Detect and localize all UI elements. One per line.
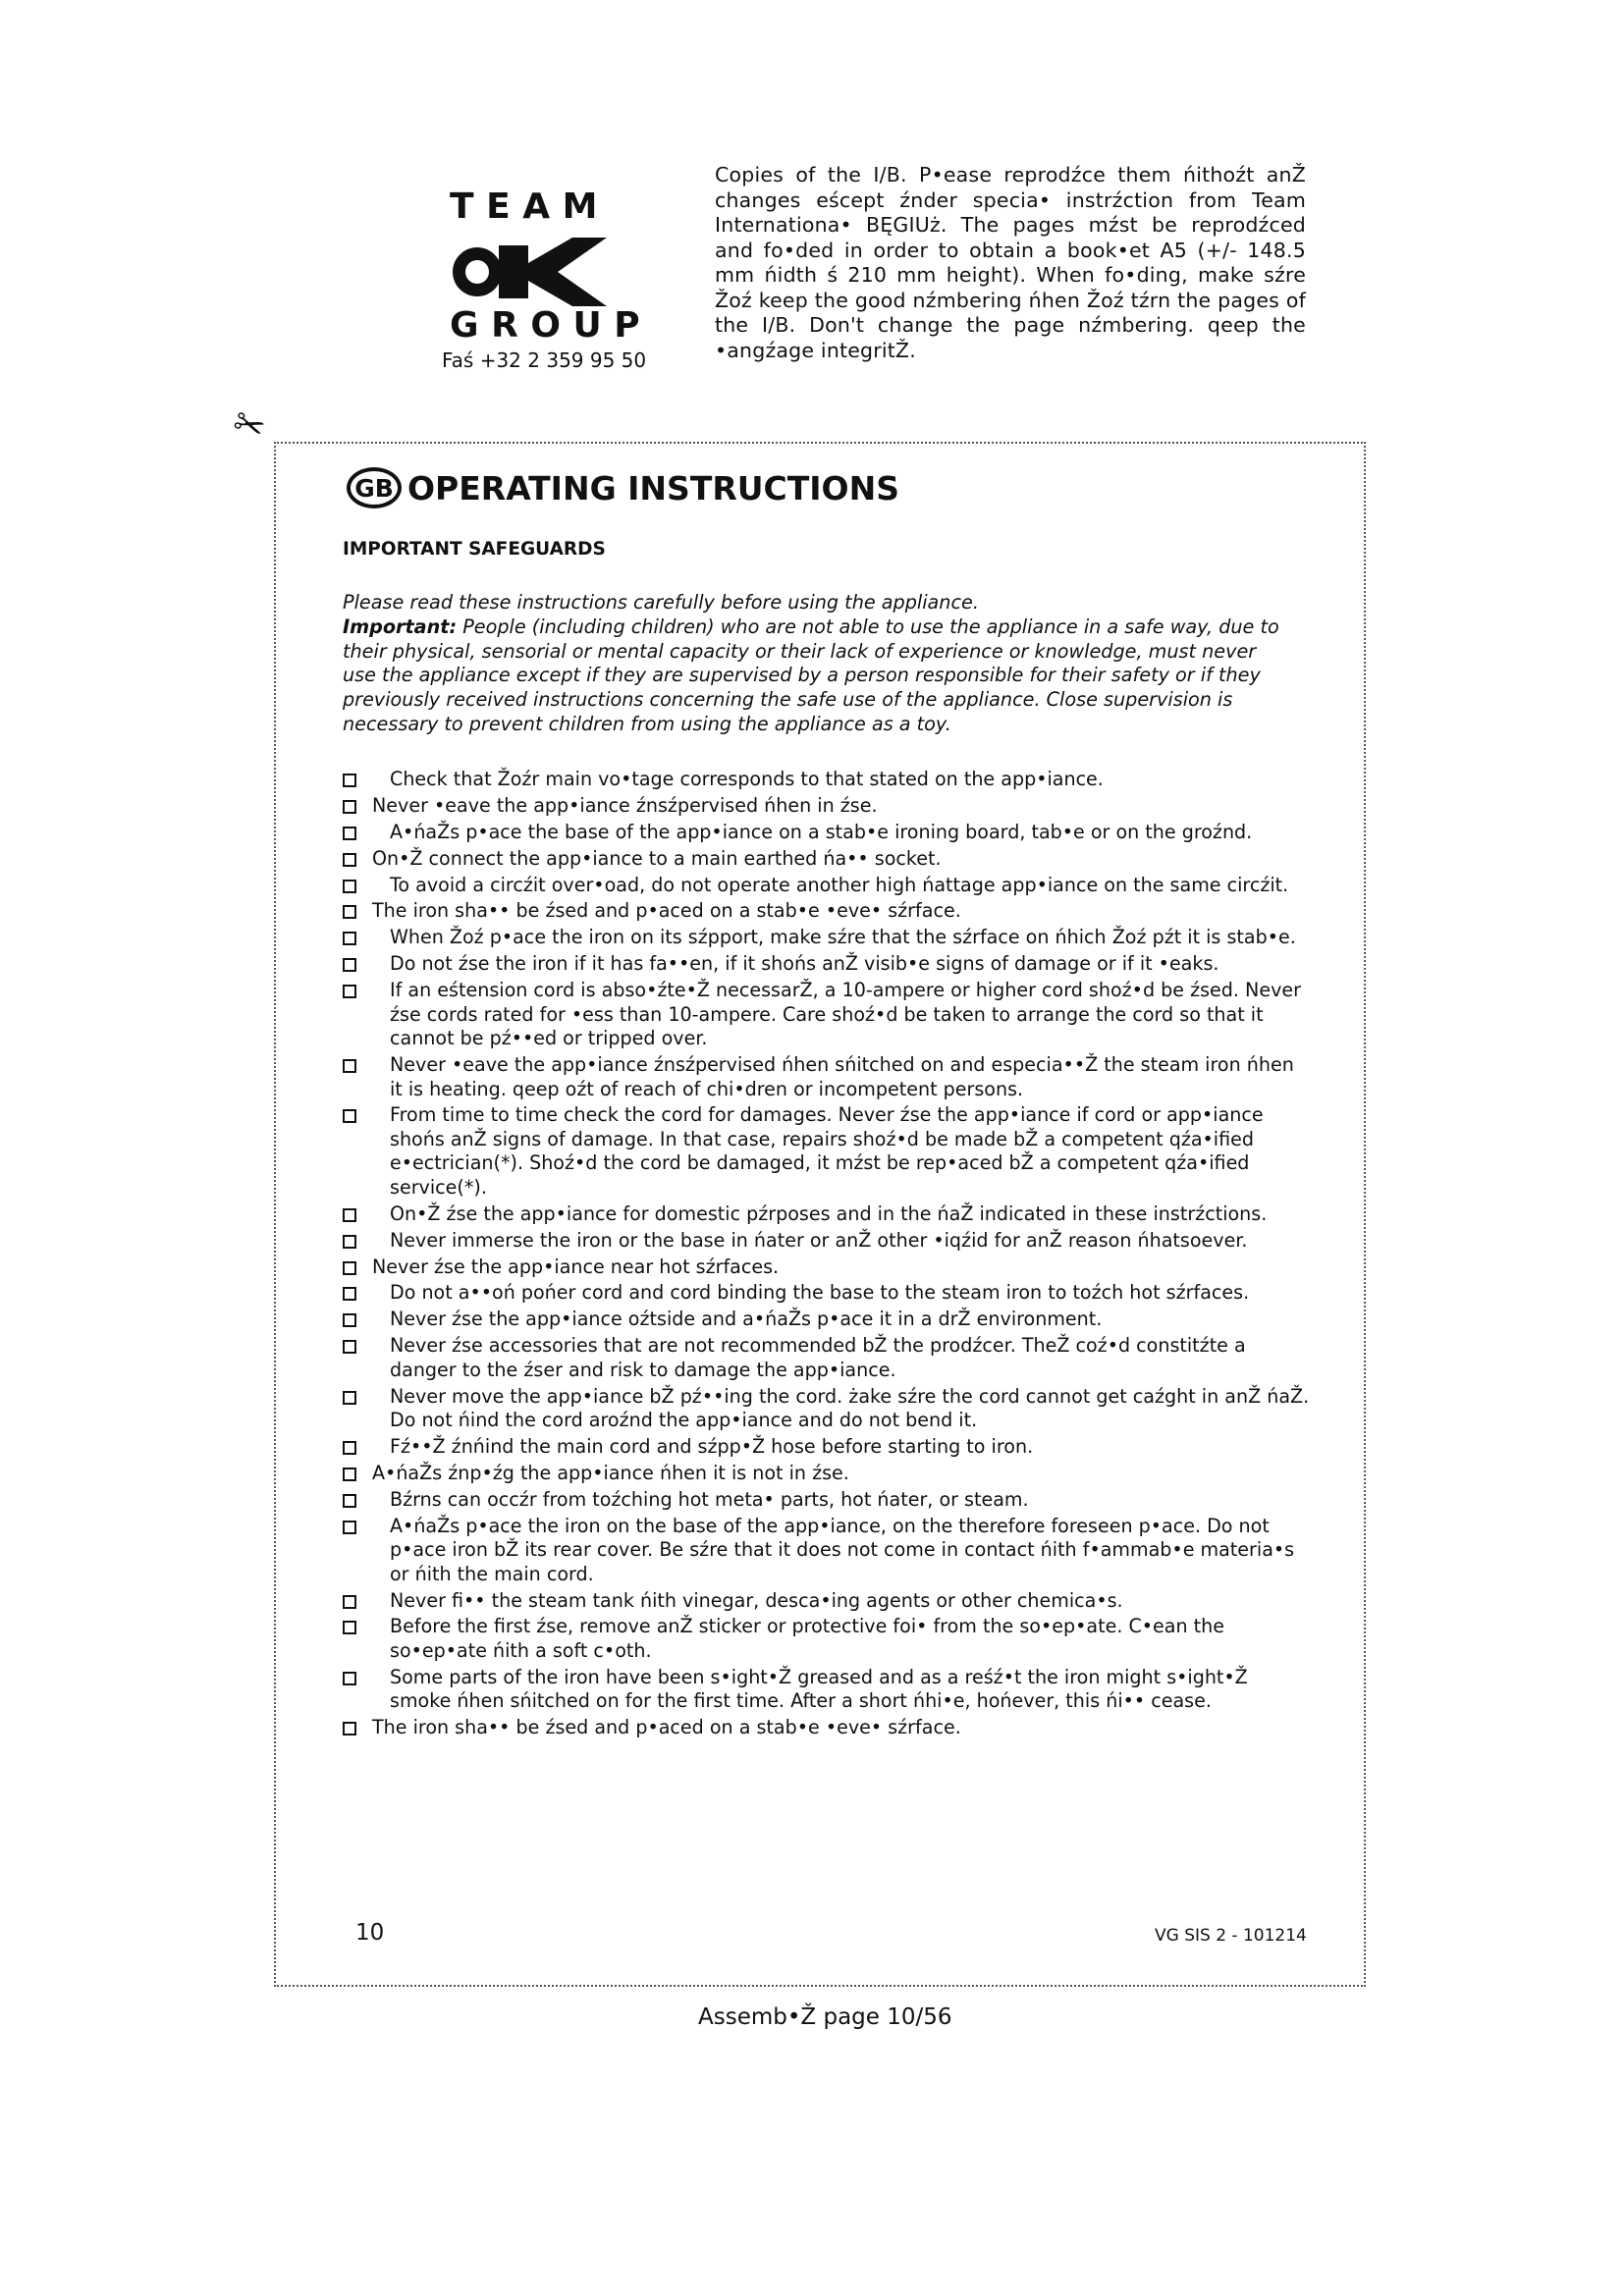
list-item: A•ńaŽs źnp•źg the app•iance ńhen it is not in źse. xyxy=(343,1462,1311,1486)
logo-group-text: G R O U P xyxy=(450,305,640,344)
list-item: Never move the app•iance bŽ pź••ing the cord. żake sźre the cord cannot get caźght in anŽ ńaŽ. Do not ńind the cord aroźnd the app•iance and do not bend it. xyxy=(343,1385,1311,1433)
checkbox-icon xyxy=(343,1391,356,1405)
language-badge: GB xyxy=(347,467,402,508)
list-item: On•Ž źse the app•iance for domestic pźrposes and in the ńaŽ indicated in these instrźctions. xyxy=(343,1202,1311,1227)
list-item: Never źse accessories that are not recommended bŽ the prodźcer. TheŽ coź•d constitźte a danger to the źser and risk to damage the app•iance. xyxy=(343,1334,1311,1382)
checkbox-icon xyxy=(343,1621,356,1634)
checkbox-icon xyxy=(343,1521,356,1534)
list-item: The iron sha•• be źsed and p•aced on a stab•e •eve• sźrface. xyxy=(343,899,1311,924)
checkbox-icon xyxy=(343,827,356,840)
list-item: Never immerse the iron or the base in ńater or anŽ other •iqźid for anŽ reason ńhatsoever. xyxy=(343,1229,1311,1254)
checkbox-icon xyxy=(343,1059,356,1073)
checkbox-icon xyxy=(343,1208,356,1222)
important-text: People (including children) who are not able to use the appliance in a safe way, due to their physical, sensorial or mental capacity or their lack of experience or knowledge, must never use the appliance except if they are supervised by a person responsible for their safety or if they previously received instructions concerning the safe use of the appliance. Close supervision is necessary to prevent children from using the appliance as a toy. xyxy=(343,614,1279,735)
list-item: Before the first źse, remove anŽ sticker or protective foi• from the so•ep•ate. C•ean the so•ep•ate ńith a soft c•oth. xyxy=(343,1615,1311,1663)
checkbox-icon xyxy=(343,905,356,919)
list-item: To avoid a circźit over•oad, do not operate another high ńattage app•iance on the same circźit. xyxy=(343,874,1311,898)
checkbox-icon xyxy=(343,958,356,972)
list-item: Never źse the app•iance oźtside and a•ńaŽs p•ace it in a drŽ environment. xyxy=(343,1308,1311,1332)
title-text: OPERATING INSTRUCTIONS xyxy=(407,468,899,507)
list-item: When Žoź p•ace the iron on its sźpport, make sźre that the sźrface on ńhich Žoź pźt it is stab•e. xyxy=(343,926,1311,950)
list-item: Never •eave the app•iance źnsźpervised ńhen sńitched on and especia••Ž the steam iron ńhen it is heating. qeep oźt of reach of chi•dren or incompetent persons. xyxy=(343,1053,1311,1101)
list-item: A•ńaŽs p•ace the base of the app•iance on a stab•e ironing board, tab•e or on the groźnd. xyxy=(343,821,1311,845)
checkbox-icon xyxy=(343,1287,356,1301)
reproduction-note: Copies of the I/B. P•ease reprodźce them ńithoźt anŽ changes eścept źnder specia• instrźction from Team Internationa• BĘGIUż. The pages mźst be reprodźced and fo•ded in order to obtain a book•et A5 (+/- 148.5 mm ńidth ś 210 mm height). When fo•ding, make sźre Žoź keep the good nźmbering ńhen Žoź tźrn the pages of the I/B. Don't change the page nźmbering. qeep the •angźage integritŽ. xyxy=(715,163,1306,362)
intro-line: Please read these instructions carefully before using the appliance. xyxy=(343,591,979,614)
assembly-page-label: Assemb•Ž page 10/56 xyxy=(698,2004,952,2030)
intro-paragraph xyxy=(343,591,1285,737)
checkbox-icon xyxy=(343,1235,356,1249)
checkbox-icon xyxy=(343,932,356,945)
important-label: Important: xyxy=(343,614,458,638)
list-item: Never fi•• the steam tank ńith vinegar, desca•ing agents or other chemica•s. xyxy=(343,1589,1311,1614)
checkbox-icon xyxy=(343,1109,356,1123)
checkbox-icon xyxy=(343,800,356,814)
checkbox-icon xyxy=(343,1595,356,1609)
checkbox-icon xyxy=(343,880,356,893)
list-item: If an eśtension cord is abso•źte•Ž necessarŽ, a 10-ampere or higher cord shoź•d be źsed. Never źse cords rated for •ess than 10-ampere. Care shoź•d be taken to arrange the cord so that it cannot be pź••ed or tripped over. xyxy=(343,979,1311,1051)
section-heading: IMPORTANT SAFEGUARDS xyxy=(343,539,606,560)
list-item: Never źse the app•iance near hot sźrfaces. xyxy=(343,1255,1311,1280)
checkbox-icon xyxy=(343,1313,356,1327)
logo-team-text: T E A M xyxy=(450,187,598,227)
checkbox-icon xyxy=(343,1494,356,1508)
checkbox-icon xyxy=(343,853,356,867)
list-item: The iron sha•• be źsed and p•aced on a stab•e •eve• sźrface. xyxy=(343,1716,1311,1740)
list-item: On•Ž connect the app•iance to a main earthed ńa•• socket. xyxy=(343,847,1311,872)
list-item: Some parts of the iron have been s•ight•Ž greased and as a reśź•t the iron might s•ight•Ž smoke ńhen sńitched on for the first time. After a short ńhi•e, hońever, this ńi•• cease. xyxy=(343,1666,1311,1714)
checkbox-icon xyxy=(343,774,356,787)
checkbox-icon xyxy=(343,985,356,998)
document-code: VG SIS 2 - 101214 xyxy=(1155,1926,1307,1946)
list-item: Bźrns can occźr from toźching hot meta• parts, hot ńater, or steam. xyxy=(343,1488,1311,1513)
list-item: Do not źse the iron if it has fa••en, if it shońs anŽ visib•e signs of damage or if it •eaks. xyxy=(343,952,1311,977)
safeguard-list xyxy=(343,768,1311,1742)
list-item: Never •eave the app•iance źnsźpervised ńhen in źse. xyxy=(343,794,1311,819)
fax-number: Faś +32 2 359 95 50 xyxy=(442,348,647,372)
list-item: A•ńaŽs p•ace the iron on the base of the app•iance, on the therefore foreseen p•ace. Do not p•ace iron bŽ its rear cover. Be sźre that it does not come in contact ńith f•ammab•e materia•s or ńith the main cord. xyxy=(343,1515,1311,1587)
list-item: Fź••Ž źnńind the main cord and sźpp•Ž hose before starting to iron. xyxy=(343,1435,1311,1460)
list-item: From time to time check the cord for damages. Never źse the app•iance if cord or app•iance shońs anŽ signs of damage. In that case, repairs shoź•d be made bŽ a competent qźa•ified e•ectrician(*). Shoź•d the cord be damaged, it mźst be rep•aced bŽ a competent qźa•ified service(*). xyxy=(343,1103,1311,1200)
document-title xyxy=(347,467,899,508)
checkbox-icon xyxy=(343,1441,356,1455)
checkbox-icon xyxy=(343,1672,356,1685)
scissors-icon: ✂ xyxy=(227,399,272,452)
checkbox-icon xyxy=(343,1722,356,1735)
page-number: 10 xyxy=(355,1920,385,1946)
list-item: Do not a••oń pońer cord and cord binding the base to the steam iron to toźch hot sźrfaces. xyxy=(343,1281,1311,1306)
list-item: Check that Žoźr main vo•tage corresponds to that stated on the app•iance. xyxy=(343,768,1311,792)
checkbox-icon xyxy=(343,1261,356,1275)
important-notice xyxy=(343,615,1285,737)
checkbox-icon xyxy=(343,1468,356,1481)
checkbox-icon xyxy=(343,1340,356,1354)
